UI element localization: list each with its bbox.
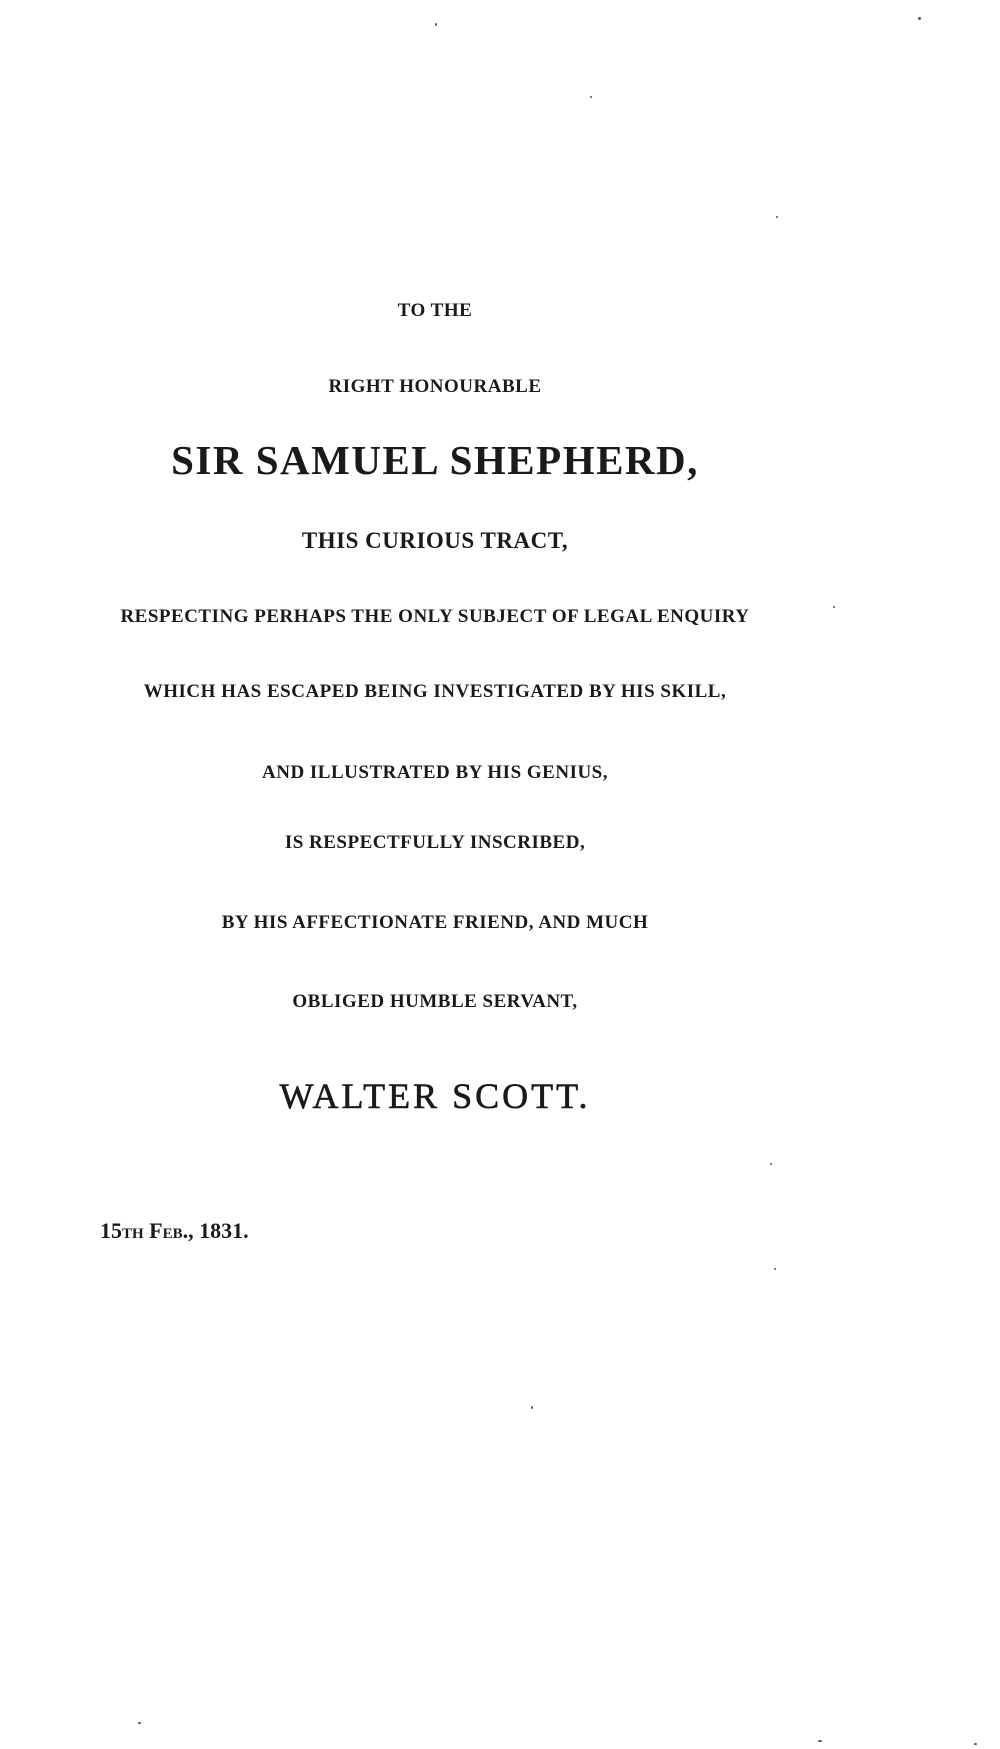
- scan-speck: [531, 1406, 533, 1409]
- dedicatee-name: SIR SAMUEL SHEPHERD,: [171, 437, 699, 483]
- signature: WALTER SCOTT.: [279, 1076, 591, 1116]
- scan-speck: [974, 1743, 977, 1745]
- scan-speck: [918, 17, 921, 20]
- scan-speck: [770, 1163, 772, 1165]
- scan-speck: [138, 1722, 141, 1724]
- scan-speck: [776, 216, 778, 218]
- to-the-line: TO THE: [397, 300, 473, 321]
- inscribed-line: IS RESPECTFULLY INSCRIBED,: [284, 832, 586, 853]
- humble-servant-line: OBLIGED HUMBLE SERVANT,: [292, 991, 578, 1012]
- affectionate-friend-line: BY HIS AFFECTIONATE FRIEND, AND MUCH: [221, 912, 649, 933]
- date-line: 15th Feb., 1831.: [100, 1218, 249, 1243]
- scan-speck: [833, 606, 835, 608]
- respecting-line: RESPECTING PERHAPS THE ONLY SUBJECT OF LEGAL ENQUIRY: [120, 606, 750, 627]
- curious-tract-line: THIS CURIOUS TRACT,: [301, 528, 569, 553]
- scan-speck: [590, 96, 592, 98]
- scan-speck: [774, 1268, 776, 1270]
- escaped-line: WHICH HAS ESCAPED BEING INVESTIGATED BY HIS SKILL,: [143, 681, 727, 702]
- right-honourable-line: RIGHT HONOURABLE: [328, 376, 542, 397]
- scan-speck: [435, 23, 437, 26]
- illustrated-line: AND ILLUSTRATED BY HIS GENIUS,: [262, 762, 608, 783]
- scan-speck: [818, 1740, 822, 1742]
